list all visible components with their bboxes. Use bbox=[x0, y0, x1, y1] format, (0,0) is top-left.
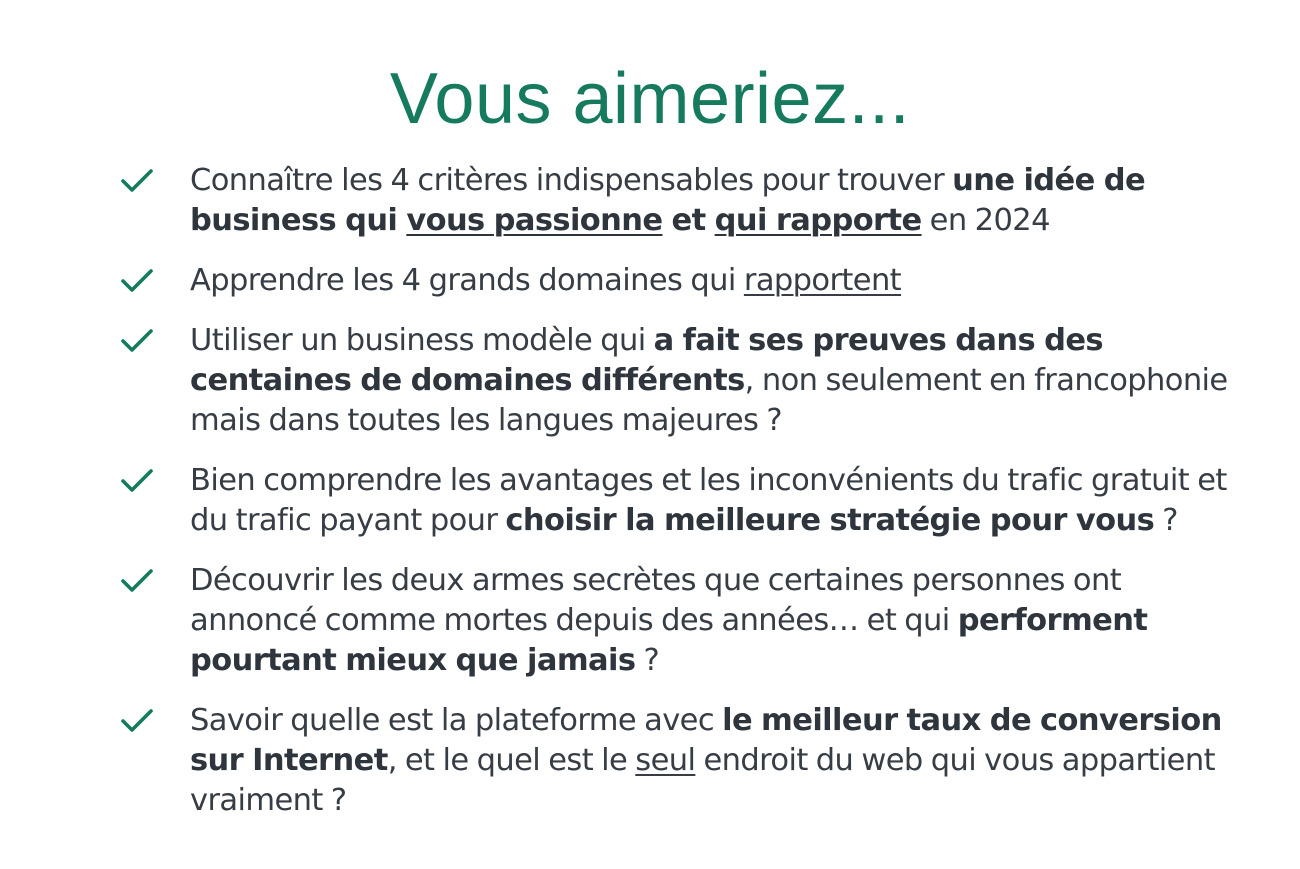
item-text bbox=[190, 703, 1222, 818]
item-text-underlined: seul bbox=[635, 743, 696, 778]
check-icon bbox=[120, 468, 154, 494]
item-text bbox=[190, 163, 1145, 238]
item-text-plain: , non seulement en francophonie mais dans toutes les langues majeures ? bbox=[190, 363, 1228, 438]
item-text-plain: Bien comprendre les avantages et les inconvénients du trafic gratuit et du trafic payant pour bbox=[190, 463, 1227, 538]
benefits-list bbox=[118, 161, 1248, 841]
item-text-bold: le meilleur taux de conversion sur Internet bbox=[190, 703, 1222, 778]
item-text-plain: , et le quel est le bbox=[387, 743, 636, 778]
item-text-plain: Utiliser un business modèle qui bbox=[190, 323, 654, 358]
item-text bbox=[190, 323, 1228, 438]
item-text-plain: Savoir quelle est la plateforme avec bbox=[190, 703, 723, 738]
item-text-bold: choisir la meilleure stratégie pour vous bbox=[505, 503, 1155, 538]
item-text-bold: a fait ses preuves dans des centaines de domaines différents bbox=[190, 323, 1103, 398]
list-item bbox=[118, 261, 1248, 301]
item-text-plain: en 2024 bbox=[921, 203, 1050, 238]
item-text bbox=[190, 463, 1227, 538]
item-text-bold-underlined: qui rapporte bbox=[714, 203, 922, 238]
item-text-plain: endroit du web qui vous appartient vraiment ? bbox=[190, 743, 1215, 818]
list-item bbox=[118, 161, 1248, 241]
item-text-bold-underlined: vous passionne bbox=[406, 203, 663, 238]
list-item bbox=[118, 561, 1248, 681]
item-text-plain: Connaître les 4 critères indispensables pour trouver bbox=[190, 163, 953, 198]
check-icon bbox=[120, 328, 154, 354]
item-text-plain: ? bbox=[1154, 503, 1178, 538]
check-icon bbox=[120, 568, 154, 594]
item-text-plain: Découvrir les deux armes secrètes que certaines personnes ont annoncé comme mortes depuis des années… et qui bbox=[190, 563, 1122, 638]
check-icon bbox=[120, 168, 154, 194]
item-text bbox=[190, 263, 901, 298]
item-text-underlined: rapportent bbox=[743, 263, 902, 298]
item-text-bold: une idée de business qui bbox=[190, 163, 1146, 238]
item-text bbox=[190, 563, 1147, 678]
item-text-bold: et bbox=[662, 203, 715, 238]
list-item bbox=[118, 321, 1248, 441]
list-item bbox=[118, 461, 1248, 541]
check-icon bbox=[120, 268, 154, 294]
page-title: Vous aimeriez... bbox=[389, 59, 911, 140]
item-text-plain: Apprendre les 4 grands domaines qui bbox=[190, 263, 744, 298]
list-item bbox=[118, 701, 1248, 821]
item-text-bold: performent pourtant mieux que jamais bbox=[190, 603, 1148, 678]
item-text-plain: ? bbox=[635, 643, 660, 678]
check-icon bbox=[120, 708, 154, 734]
